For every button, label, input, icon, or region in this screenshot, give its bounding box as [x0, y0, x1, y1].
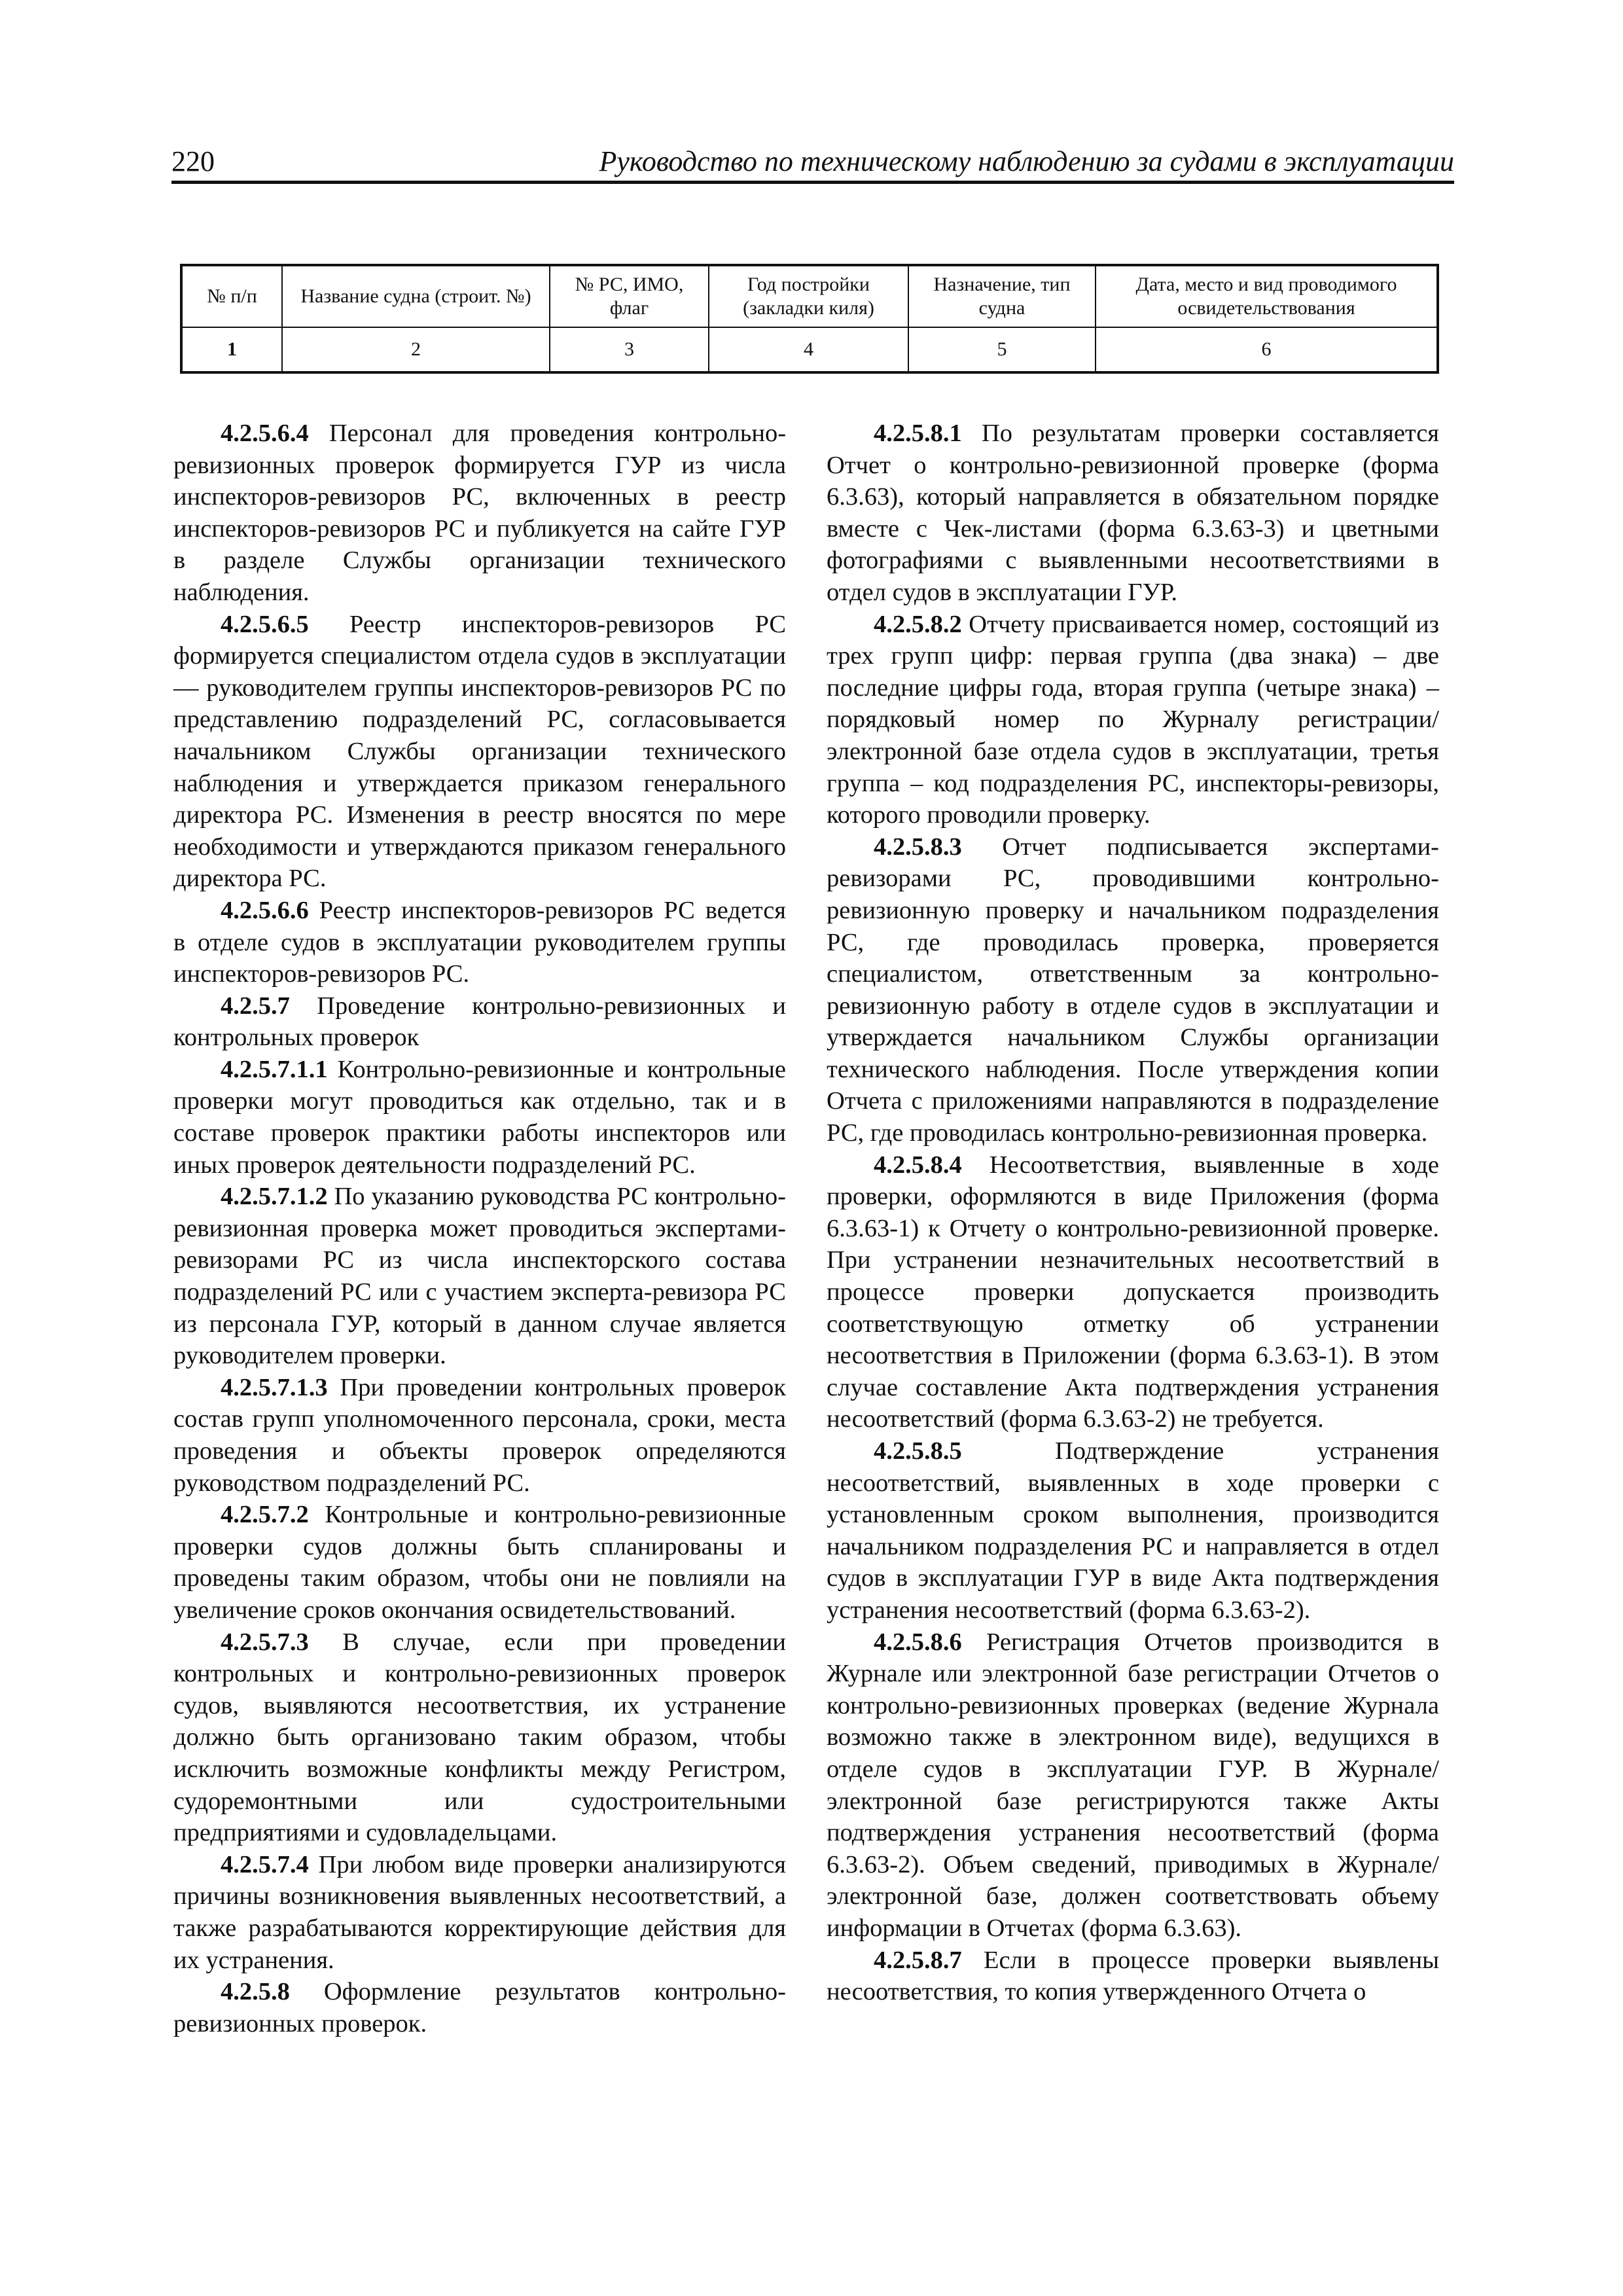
clause-number: 4.2.5.6.6	[221, 896, 309, 924]
paragraph	[173, 1499, 786, 1626]
clause-number: 4.2.5.6.4	[221, 420, 309, 447]
paragraph	[173, 1372, 786, 1499]
table-header-cell: Название судна (строит. №)	[282, 265, 550, 327]
clause-number: 4.2.5.7.2	[221, 1501, 309, 1529]
paragraph	[173, 1976, 786, 2039]
paragraph	[827, 1149, 1439, 1435]
clause-text: Отчет подписывается экспертами-ревизорами РС, проводившими контрольно-ревизионную проверку и начальником подразделения РС, где проводилась проверка, проверяется специалистом, ответственным за контрольно-ревизионную работу в отделе судов в эксплуатации и утверждается начальником Службы организации технического наблюдения. После утверждения копии Отчета с приложениями направляются в подразделение РС, где проводилась контрольно-ревизионная проверка.	[827, 833, 1439, 1147]
clause-number: 4.2.5.6.5	[221, 610, 309, 638]
clause-number: 4.2.5.8.1	[874, 420, 962, 447]
table-header-cell: Год постройки (закладки киля)	[709, 265, 908, 327]
clause-text: Реестр инспекторов-ревизоров РС ведется в отделе судов в эксплуатации руководителем группы инспекторов-ревизоров РС.	[173, 896, 786, 988]
paragraph	[173, 1626, 786, 1849]
paragraph	[173, 1054, 786, 1181]
page-number: 220	[171, 145, 215, 177]
clause-number: 4.2.5.7.3	[221, 1628, 309, 1656]
clause-text: По указанию руководства РС контрольно-ревизионная проверка может проводиться экспертами-ревизорами РС из числа инспекторского состава подразделений РС или с участием эксперта-ревизора РС из персонала ГУР, который в данном случае является руководителем проверки.	[173, 1183, 786, 1370]
paragraph	[173, 1181, 786, 1372]
table-cell: 2	[282, 327, 550, 372]
clause-text: Проведение контрольно-ревизионных и контрольных проверок	[173, 992, 786, 1052]
clause-text: Несоответствия, выявленные в ходе проверки, оформляются в виде Приложения (форма 6.3.63-1) к Отчету о контрольно-ревизионной проверке. При устранении незначительных несоответствий в процессе проверки допускается производить соответствующую отметку об устранении несоответствия в Приложении (форма 6.3.63-1). В этом случае составление Акта подтверждения устранения несоответствий (форма 6.3.63-2) не требуется.	[827, 1151, 1440, 1433]
left-column	[173, 418, 786, 2039]
table-header-cell: Дата, место и вид проводимого освидетельствования	[1096, 265, 1438, 327]
clause-text: Отчету присваивается номер, состоящий из трех групп цифр: первая группа (два знака) – две последние цифры года, вторая группа (четыре знака) – порядковый номер по Журналу регистрации/электронной базе отдела судов в эксплуатации, третья группа – код подразделения РС, инспекторы-ревизоры, которого проводили проверку.	[827, 610, 1439, 829]
table-header-cell: № РС, ИМО, флаг	[550, 265, 709, 327]
paragraph	[173, 990, 786, 1054]
clause-text: В случае, если при проведении контрольных и контрольно-ревизионных проверок судов, выявляются несоответствия, их устранение должно быть организовано таким образом, чтобы исключить возможные конфликты между Регистром, судоремонтными или судостроительными предприятиями и судовладельцами.	[173, 1628, 786, 1847]
running-title: Руководство по техническому наблюдению за судами в эксплуатации	[599, 145, 1454, 177]
table-cell: 5	[908, 327, 1096, 372]
table-header-cell: № п/п	[181, 265, 282, 327]
clause-number: 4.2.5.7	[221, 992, 290, 1020]
paragraph	[827, 1435, 1439, 1626]
clause-text: Регистрация Отчетов производится в Журнале или электронной базе регистрации Отчетов о контрольно-ревизионных проверках (ведение Журнала возможно также в электронном виде), ведущихся в отделе судов в эксплуатации ГУР. В Журнале/электронной базе регистрируются также Акты подтверждения устранения несоответствий (форма 6.3.63-2). Объем сведений, приводимых в Журнале/электронной базе, должен соответствовать объему информации в Отчетах (форма 6.3.63).	[827, 1628, 1439, 1942]
table-cell: 3	[550, 327, 709, 372]
table-header-cell: Назначение, тип судна	[908, 265, 1096, 327]
paragraph	[827, 831, 1439, 1149]
clause-number: 4.2.5.8.5	[874, 1437, 962, 1465]
table-row	[181, 327, 1438, 372]
clause-number: 4.2.5.8.7	[874, 1946, 962, 1974]
paragraph	[827, 1626, 1439, 1945]
clause-number: 4.2.5.7.1.3	[221, 1373, 328, 1401]
clause-number: 4.2.5.7.4	[221, 1850, 309, 1878]
clause-text: Контрольно-ревизионные и контрольные проверки могут проводиться как отдельно, так и в составе проверок практики работы инспекторов или иных проверок деятельности подразделений РС.	[173, 1055, 786, 1179]
clause-text: Подтверждение устранения несоответствий, выявленных в ходе проверки с установленным сроком выполнения, производится начальником подразделения РС и направляется в отдел судов в эксплуатации ГУР в виде Акта подтверждения устранения несоответствий (форма 6.3.63-2).	[827, 1437, 1439, 1624]
paragraph	[827, 1945, 1439, 2008]
clause-text: Контрольные и контрольно-ревизионные проверки судов должны быть спланированы и проведены таким образом, чтобы они не повлияли на увеличение сроков окончания освидетельствований.	[173, 1501, 786, 1624]
clause-text: По результатам проверки составляется Отчет о контрольно-ревизионной проверке (форма 6.3.63), который направляется в обязательном порядке вместе с Чек-листами (форма 6.3.63-3) и цветными фотографиями с выявленными несоответствиями в отдел судов в эксплуатации ГУР.	[827, 420, 1439, 606]
clause-text: Персонал для проведения контрольно-ревизионных проверок формируется ГУР из числа инспекторов-ревизоров РС, включенных в реестр инспекторов-ревизоров РС и публикуется на сайте ГУР в разделе Службы организации технического наблюдения.	[173, 420, 787, 606]
clause-number: 4.2.5.8.4	[874, 1151, 962, 1179]
clause-number: 4.2.5.8.6	[874, 1628, 962, 1656]
paragraph	[827, 418, 1439, 609]
table-cell: 4	[709, 327, 908, 372]
table-cell: 6	[1096, 327, 1438, 372]
page-header	[171, 145, 1454, 184]
table-cell: 1	[181, 327, 282, 372]
right-column	[827, 418, 1439, 2008]
clause-text: Оформление результатов контрольно-ревизионных проверок.	[173, 1978, 786, 2037]
clause-number: 4.2.5.7.1.2	[221, 1183, 328, 1211]
paragraph	[827, 609, 1439, 831]
clause-text: При проведении контрольных проверок состав групп уполномоченного персонала, сроки, места проведения и объекты проверок определяются руководством подразделений РС.	[173, 1373, 787, 1497]
paragraph	[173, 609, 786, 895]
register-table	[180, 264, 1439, 374]
clause-text: Реестр инспекторов-ревизоров РС формируется специалистом отдела судов в эксплуатации — руководителем группы инспекторов-ревизоров РС по представлению подразделений РС, согласовывается начальником Службы организации технического наблюдения и утверждается приказом генерального директора РС. Изменения в реестр вносятся по мере необходимости и утверждаются приказом генерального директора РС.	[173, 610, 787, 893]
clause-text: При любом виде проверки анализируются причины возникновения выявленных несоответствий, а также разрабатываются корректирующие действия для их устранения.	[173, 1850, 786, 1974]
paragraph	[173, 1849, 786, 1976]
paragraph	[173, 895, 786, 990]
clause-text: Если в процессе проверки выявлены несоответствия, то копия утвержденного Отчета о	[827, 1946, 1439, 2006]
clause-number: 4.2.5.8.3	[874, 833, 962, 861]
clause-number: 4.2.5.8.2	[874, 610, 962, 638]
paragraph	[173, 418, 786, 609]
clause-number: 4.2.5.8	[221, 1978, 290, 2006]
table-header-row	[181, 265, 1438, 327]
clause-number: 4.2.5.7.1.1	[221, 1055, 328, 1083]
